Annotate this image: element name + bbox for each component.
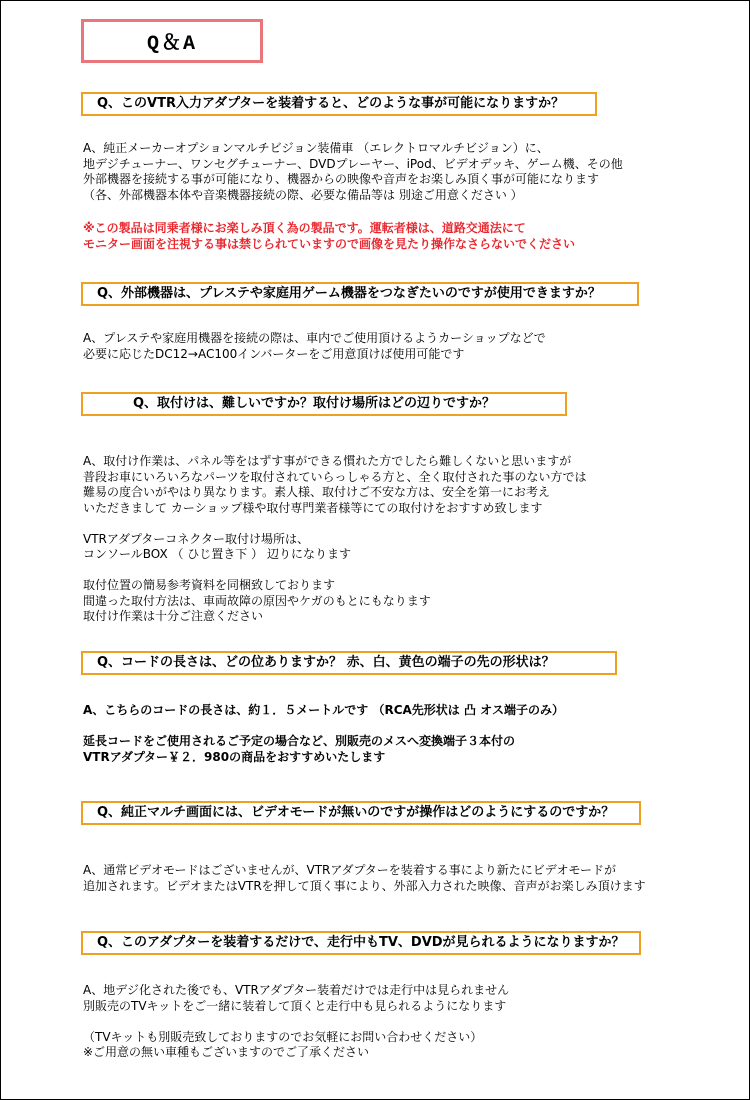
question-box [81, 392, 567, 416]
answer-block [83, 983, 509, 1061]
answer-line: A、通常ビデオモードはございませんが、VTRアダプターを装着する事により新たにビデオモードが [83, 863, 616, 877]
answer-line: 追加されます。ビデオまたはVTRを押して頂く事により、外部入力された映像、音声がお楽しみ頂けます [83, 878, 646, 893]
question-text: Q、このアダプターを装着するだけで、走行中もTV、DVDが見られるようになりますか？ [97, 935, 625, 950]
answer-line: コンソールBOX （ ひじ置き下 ） 辺りになります [83, 547, 351, 561]
answer-block [83, 863, 646, 894]
question-box [81, 931, 641, 955]
question-text: Q、コードの長さは、どの位ありますか？ 赤、白、黄色の端子の先の形状は？ [97, 655, 555, 670]
answer-line [83, 719, 564, 735]
answer-line: ※ご用意の無い車種もございますのでご了承ください [83, 1045, 370, 1059]
warning-line: モニター画面を注視する事は禁じられていますので画像を見たり操作なさらないでください [83, 236, 576, 251]
answer-line: 取付け作業は十分ご注意ください [83, 609, 264, 623]
answer-line [83, 1014, 509, 1030]
answer-line: 地デジチューナー、ワンセグチューナー、DVDプレーヤー、iPod、ビデオデッキ、ゲーム機、その他 [83, 156, 623, 171]
answer-line: いただきまして カーショップ様や取付専門業者様等にての取付けをおすすめ致します [83, 500, 543, 515]
answer-line: 必要に応じたDC12→AC100インバーターをご用意頂けば使用可能です [83, 346, 465, 361]
answer-line: 別販売のTVキットをご一緒に装着して頂くと走行中も見られるようになります [83, 998, 507, 1013]
question-text: Q、このVTR入力アダプターを装着すると、どのような事が可能になりますか？ [97, 96, 565, 111]
answer-line: A、取付け作業は、パネル等をはずす事ができる慣れた方でしたら難しくないと思いますが [83, 454, 572, 468]
question-box [81, 282, 639, 306]
answer-line [83, 563, 587, 579]
question-box [81, 801, 641, 825]
answer-block [83, 454, 587, 625]
question-text: Q、外部機器は、プレステや家庭用ゲーム機器をつなぎたいのですが使用できますか？ [97, 286, 601, 301]
answer-block [83, 141, 623, 203]
page-title: Q＆A [81, 19, 263, 63]
answer-line: 取付位置の簡易参考資料を同梱致しております [83, 578, 336, 592]
warning-block [83, 221, 575, 252]
answer-line: 普段お車にいろいろなパーツを取付されていらっしゃる方と、全く取付された事のない方では [83, 469, 587, 484]
warning-line: ※この製品は同乗者様にお楽しみ頂く為の製品です。運転者様は、道路交通法にて [83, 221, 526, 235]
question-box [81, 92, 597, 116]
answer-line: A、プレステや家庭用機器を接続の際は、車内でご使用頂けるようカーショップなどで [83, 331, 546, 345]
answer-line: A、地デジ化された後でも、VTRアダプター装着だけでは走行中は見られません [83, 983, 510, 997]
question-text: Q、取付けは、難しいですか？取付け場所はどの辺りですか？ [133, 396, 496, 411]
answer-line: 難易の度合いがやはり異なります。素人様、取付けご不安な方は、安全を第一にお考え [83, 485, 551, 499]
question-text: Q、純正マルチ画面には、ビデオモードが無いのですが操作はどのようにするのですか？ [97, 805, 615, 820]
answer-line: VTRアダプター￥２．980の商品をおすすめいたします [83, 749, 386, 764]
answer-line [83, 516, 587, 532]
answer-line: （TVキットも別販売致しておりますのでお気軽にお問い合わせください） [83, 1029, 483, 1044]
answer-line: 間違った取付方法は、車両故障の原因やケガのもとにもなります [83, 593, 431, 608]
answer-block [83, 703, 564, 765]
answer-line: A、純正メーカーオプションマルチビジョン装備車 （エレクトロマルチビジョン）に、 [83, 141, 549, 155]
answer-line: A、こちらのコードの長さは、約１．５メートルです （RCA先形状は 凸 オス端子のみ） [83, 703, 565, 717]
answer-line: 延長コードをご使用されるご予定の場合など、別販売のメスへ変換端子３本付の [83, 734, 516, 748]
answer-block [83, 331, 546, 362]
answer-line: VTRアダプターコネクター取付け場所は、 [83, 531, 309, 546]
answer-line: （各、外部機器本体や音楽機器接続の際、必要な備品等は 別途ご用意ください ） [83, 187, 523, 202]
answer-line: 外部機器を接続する事が可能になり、機器からの映像や音声をお楽しみ頂く事が可能になります [83, 172, 600, 186]
question-box [81, 651, 617, 675]
